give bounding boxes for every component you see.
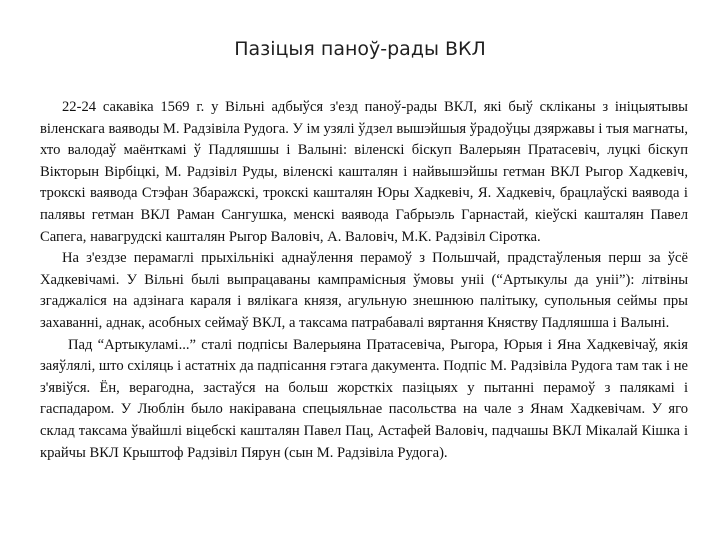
paragraph-2: На з'ездзе перамаглі прыхільнікі аднаўлення перамоў з Польшчай, прадстаўленыя перш за ўсё Хадкевічамі. У Вільні былі выпрацаваны кампрамісныя ўмовы уніі (“Артыкулы да уніі”): літвіны згаджаліся на адзінага караля і вялікага князя, агульную знешнюю палітыку, супольныя сеймы пры захаванні, аднак, асобных сеймаў ВКЛ, а таксама патрабавалі вяртання Княству Падляшша і Валыні. xyxy=(40,250,688,331)
slide-title: Пазіцыя паноў-рады ВКЛ xyxy=(234,38,486,60)
paragraph-3: Пад “Артыкуламі...” сталі подпісы Валерыяна Пратасевіча, Рыгора, Юрыя і Яна Хадкевічаў, якія заяўлялі, што схіляць і астатніх да падпісання гэтага дакумента. Подпіс М. Радзівіла Рудога там так і не з'явіўся. Ён, верагодна, застаўся на больш жорсткіх пазіцыях у пытанні перамоў з палякамі і гаспадаром. У Люблін было накіравана спецыяльнае пасольства на чале з Янам Хадкевічам. У яго склад таксама ўвайшлі віцебскі кашталян Павел Пац, Астафей Валовіч, падчашы ВКЛ Мікалай Кішка і крайчы ВКЛ Крыштоф Радзівіл Пярун (сын М. Радзівіла Рудога). xyxy=(40,336,688,461)
slide-body xyxy=(40,97,688,464)
paragraph-1: 22-24 сакавіка 1569 г. у Вільні адбыўся з'езд паноў-рады ВКЛ, які быў скліканы з ініцыятывы віленскага ваяводы М. Радзівіла Рудога. У ім узялі ўдзел вышэйшыя ўрадоўцы дзяржавы і тыя магнаты, хто валодаў маёнткамі ў Падляшшы і Валыні: віленскі біскуп Валерыян Пратасевіч, луцкі біскуп Вікторын Вірбіцкі, М. Радзівіл Руды, віленскі кашталян і найвышэйшы гетман ВКЛ Рыгор Хадкевіч, трокскі ваявода Стэфан Збаражскі, трокскі кашталян Юры Хадкевіч, Я. Хадкевіч, брацлаўскі ваявода і палявы гетман ВКЛ Раман Сангушка, менскі ваявода Габрыэль Гарнастай, кіеўскі кашталян Павел Сапега, навагрудскі кашталян Рыгор Валовіч, А. Валовіч, М.К. Радзівіл Сіротка. xyxy=(40,99,688,245)
